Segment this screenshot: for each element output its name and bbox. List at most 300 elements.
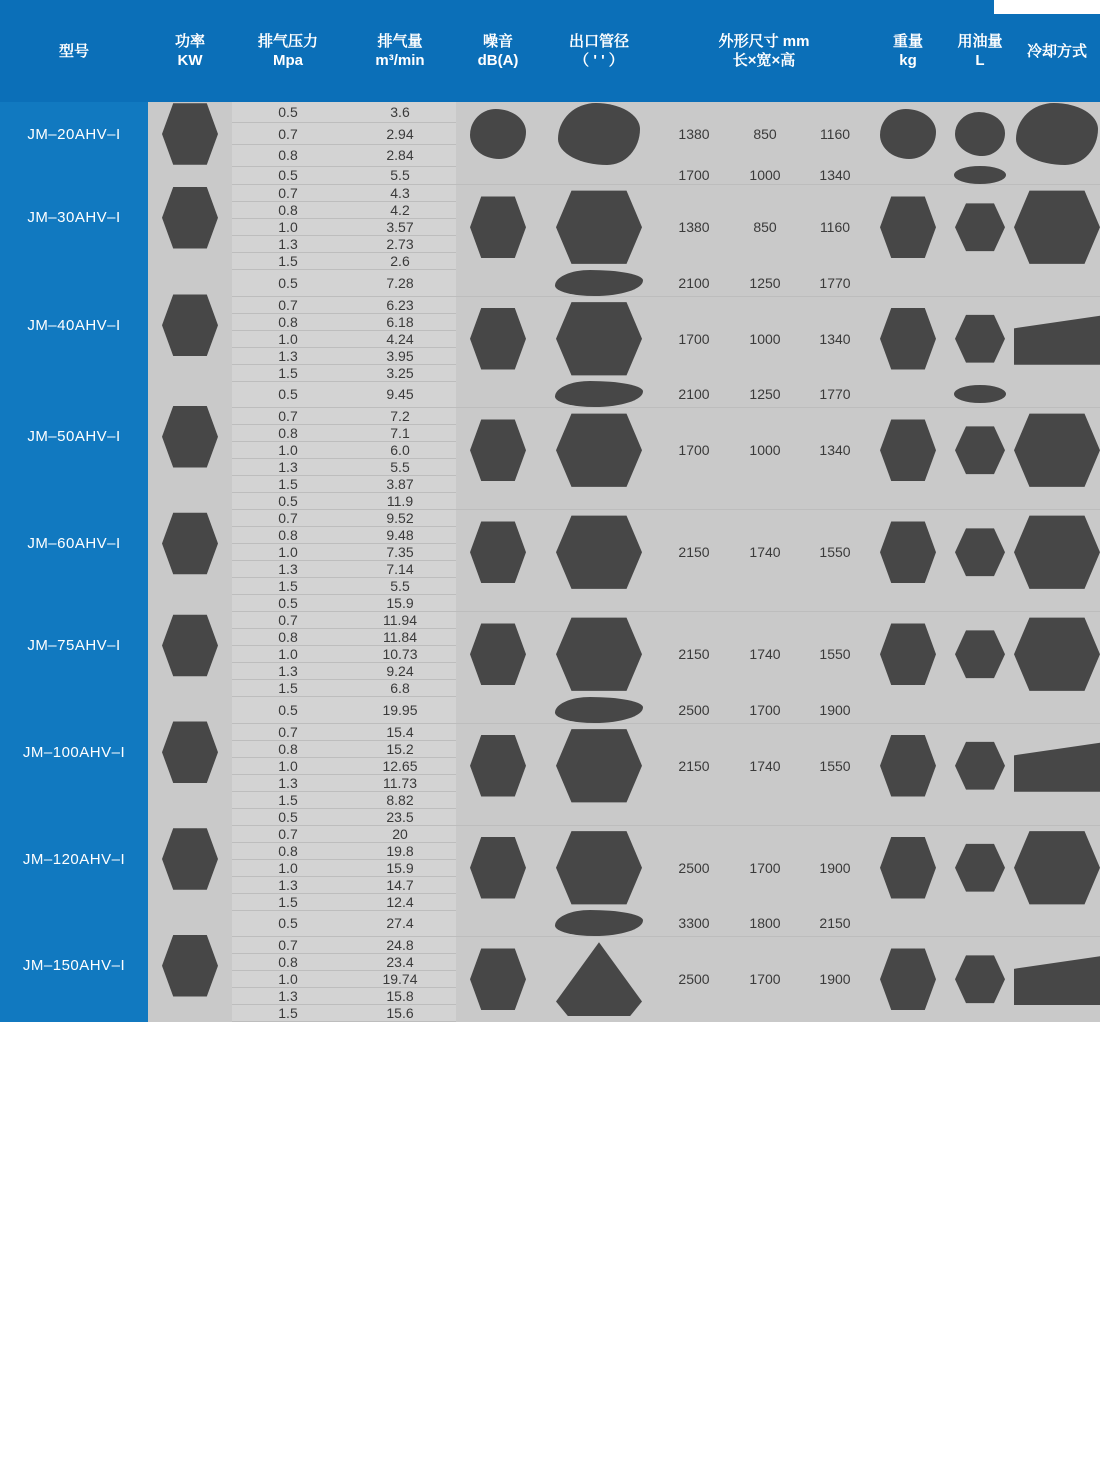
redaction-blob: [955, 313, 1005, 365]
dimension-width: 1740: [730, 723, 800, 808]
flow-cell: 6.8: [344, 680, 456, 697]
table-row: [0, 595, 1100, 612]
noise-cell: [456, 102, 540, 166]
flow-cell: 7.2: [344, 408, 456, 425]
pressure-cell: 0.7: [232, 825, 344, 842]
pressure-cell: 1.5: [232, 680, 344, 697]
header-model: [0, 0, 148, 102]
flow-cell: 27.4: [344, 910, 456, 937]
cooling-cell: [1014, 937, 1100, 1022]
pressure-cell: 1.5: [232, 364, 344, 381]
flow-cell: 11.9: [344, 493, 456, 510]
redaction-blob: [955, 740, 1005, 792]
redaction-blob: [556, 829, 642, 907]
weight-cell: [870, 595, 946, 612]
redaction-blob: [556, 300, 642, 378]
pressure-cell: 0.8: [232, 527, 344, 544]
noise-cell: [456, 381, 540, 408]
pressure-cell: 1.3: [232, 774, 344, 791]
flow-cell: 6.23: [344, 296, 456, 313]
flow-cell: 19.8: [344, 842, 456, 859]
model-cell: JM–120AHV–I: [0, 808, 148, 910]
cooling-cell: [1014, 825, 1100, 910]
oil-cell: [946, 910, 1014, 937]
table-row: [0, 166, 1100, 185]
table-row: [0, 102, 1100, 123]
table-row: [0, 270, 1100, 297]
redaction-blob: [880, 520, 936, 584]
oil-cell: [946, 697, 1014, 724]
redaction-blob: [470, 734, 526, 798]
pressure-cell: 1.0: [232, 971, 344, 988]
dimension-length: 2150: [658, 612, 730, 697]
header-dimensions: [658, 0, 870, 102]
cooling-cell: [1014, 910, 1100, 937]
flow-cell: 12.65: [344, 757, 456, 774]
outlet-cell: [540, 270, 658, 297]
redaction-blob: [470, 947, 526, 1011]
header-noise-unit: dB(A): [477, 52, 519, 69]
header-weight-unit: kg: [899, 52, 917, 69]
pressure-cell: 1.5: [232, 476, 344, 493]
power-cell: [148, 381, 232, 493]
dimension-width: 1000: [730, 408, 800, 493]
noise-cell: [456, 910, 540, 937]
cooling-cell: [1014, 381, 1100, 408]
oil-cell: [946, 408, 1014, 493]
dimension-width: 1250: [730, 270, 800, 297]
dimension-length: 2500: [658, 937, 730, 1022]
flow-cell: 2.94: [344, 123, 456, 145]
outlet-cell: [540, 166, 658, 185]
weight-cell: [870, 937, 946, 1022]
power-cell: [148, 270, 232, 382]
outlet-cell: [540, 595, 658, 612]
corner-notch: [994, 0, 1100, 14]
weight-cell: [870, 381, 946, 408]
noise-cell: [456, 808, 540, 825]
flow-cell: 7.28: [344, 270, 456, 297]
dimension-height: 1340: [800, 296, 870, 381]
dimension-length: 1380: [658, 102, 730, 166]
dimension-width: 1740: [730, 612, 800, 697]
table-row: [0, 381, 1100, 408]
outlet-cell: [540, 493, 658, 510]
redaction-blob: [556, 615, 642, 693]
dimension-length: 1700: [658, 408, 730, 493]
oil-cell: [946, 595, 1014, 612]
pressure-cell: 1.5: [232, 253, 344, 270]
flow-cell: 3.87: [344, 476, 456, 493]
flow-cell: 14.7: [344, 876, 456, 893]
dimension-width: [730, 808, 800, 825]
dimension-height: [800, 808, 870, 825]
pressure-cell: 1.3: [232, 561, 344, 578]
redaction-blob: [470, 307, 526, 371]
header-oil: [946, 0, 1014, 102]
flow-cell: 6.0: [344, 442, 456, 459]
pressure-cell: 0.8: [232, 629, 344, 646]
dimension-height: 1900: [800, 697, 870, 724]
pressure-cell: 0.8: [232, 202, 344, 219]
pressure-cell: 0.8: [232, 144, 344, 166]
oil-cell: [946, 166, 1014, 185]
pressure-cell: 0.5: [232, 270, 344, 297]
redaction-blob: [470, 622, 526, 686]
dimension-length: 1380: [658, 185, 730, 270]
header-outlet-diameter: [540, 0, 658, 102]
pressure-cell: 1.5: [232, 791, 344, 808]
power-cell: [148, 595, 232, 697]
redaction-blob: [880, 947, 936, 1011]
cooling-cell: [1014, 612, 1100, 697]
flow-cell: 20: [344, 825, 456, 842]
redaction-blob: [880, 195, 936, 259]
power-cell: [148, 697, 232, 809]
redaction-blob: [162, 512, 218, 576]
redaction-blob: [1014, 188, 1100, 266]
cooling-cell: [1014, 296, 1100, 381]
header-outlet-label: 出口管径: [568, 33, 629, 50]
dimension-length: [658, 595, 730, 612]
dimension-height: [800, 493, 870, 510]
flow-cell: 11.84: [344, 629, 456, 646]
redaction-blob: [162, 102, 218, 166]
pressure-cell: 0.5: [232, 808, 344, 825]
pressure-cell: 1.0: [232, 646, 344, 663]
flow-cell: 9.45: [344, 381, 456, 408]
cooling-cell: [1014, 408, 1100, 493]
flow-cell: 23.5: [344, 808, 456, 825]
power-cell: [148, 910, 232, 1022]
redaction-blob: [162, 186, 218, 250]
noise-cell: [456, 723, 540, 808]
header-pressure-unit: Mpa: [273, 52, 303, 69]
redaction-blob: [555, 381, 643, 407]
pressure-cell: 0.7: [232, 123, 344, 145]
pressure-cell: 0.5: [232, 381, 344, 408]
dimension-length: 3300: [658, 910, 730, 937]
redaction-blob: [880, 418, 936, 482]
weight-cell: [870, 612, 946, 697]
model-cell: JM–40AHV–I: [0, 270, 148, 382]
weight-cell: [870, 185, 946, 270]
flow-cell: 4.2: [344, 202, 456, 219]
noise-cell: [456, 510, 540, 595]
dimension-length: 2100: [658, 381, 730, 408]
flow-cell: 3.25: [344, 364, 456, 381]
pressure-cell: 1.0: [232, 219, 344, 236]
model-cell: JM–100AHV–I: [0, 697, 148, 809]
flow-cell: 2.73: [344, 236, 456, 253]
flow-cell: 2.84: [344, 144, 456, 166]
redaction-blob: [555, 910, 643, 936]
flow-cell: 15.6: [344, 1005, 456, 1022]
oil-cell: [946, 185, 1014, 270]
redaction-blob: [1014, 953, 1100, 1005]
pressure-cell: 0.5: [232, 493, 344, 510]
redaction-blob: [162, 614, 218, 678]
noise-cell: [456, 612, 540, 697]
redaction-blob: [556, 727, 642, 805]
redaction-blob: [880, 622, 936, 686]
cooling-cell: [1014, 808, 1100, 825]
cooling-cell: [1014, 102, 1100, 166]
redaction-blob: [955, 953, 1005, 1005]
noise-cell: [456, 408, 540, 493]
noise-cell: [456, 166, 540, 185]
flow-cell: 11.94: [344, 612, 456, 629]
cooling-cell: [1014, 185, 1100, 270]
pressure-cell: 1.3: [232, 459, 344, 476]
pressure-cell: 0.8: [232, 842, 344, 859]
pressure-cell: 0.8: [232, 425, 344, 442]
redaction-blob: [162, 827, 218, 891]
dimension-length: [658, 808, 730, 825]
flow-cell: 3.6: [344, 102, 456, 123]
redaction-blob: [954, 166, 1006, 184]
outlet-cell: [540, 723, 658, 808]
dimension-length: 2150: [658, 723, 730, 808]
pressure-cell: 1.5: [232, 893, 344, 910]
flow-cell: 15.2: [344, 740, 456, 757]
redaction-blob: [955, 424, 1005, 476]
dimension-height: 1340: [800, 408, 870, 493]
dimension-height: 2150: [800, 910, 870, 937]
flow-cell: 15.9: [344, 859, 456, 876]
header-flow-label: 排气量: [377, 33, 423, 50]
redaction-blob: [880, 109, 936, 159]
model-cell: JM–60AHV–I: [0, 493, 148, 595]
weight-cell: [870, 510, 946, 595]
cooling-cell: [1014, 270, 1100, 297]
noise-cell: [456, 270, 540, 297]
oil-cell: [946, 270, 1014, 297]
flow-cell: 12.4: [344, 893, 456, 910]
outlet-cell: [540, 296, 658, 381]
flow-cell: 9.48: [344, 527, 456, 544]
flow-cell: 5.5: [344, 578, 456, 595]
flow-cell: 5.5: [344, 459, 456, 476]
pressure-cell: 1.0: [232, 442, 344, 459]
model-cell: JM–150AHV–I: [0, 910, 148, 1022]
oil-cell: [946, 296, 1014, 381]
redaction-blob: [880, 734, 936, 798]
weight-cell: [870, 102, 946, 166]
dimension-width: 850: [730, 185, 800, 270]
header-oil-unit: L: [975, 52, 985, 69]
flow-cell: 15.4: [344, 723, 456, 740]
redaction-blob: [1014, 615, 1100, 693]
flow-cell: 7.35: [344, 544, 456, 561]
pressure-cell: 0.5: [232, 102, 344, 123]
flow-cell: 7.1: [344, 425, 456, 442]
table-row: [0, 493, 1100, 510]
table-row: [0, 910, 1100, 937]
outlet-cell: [540, 910, 658, 937]
redaction-blob: [1014, 829, 1100, 907]
redaction-blob: [162, 293, 218, 357]
redaction-blob: [555, 697, 643, 723]
pressure-cell: 0.5: [232, 910, 344, 937]
dimension-length: 2500: [658, 825, 730, 910]
power-cell: [148, 493, 232, 595]
weight-cell: [870, 408, 946, 493]
pressure-cell: 0.7: [232, 408, 344, 425]
pressure-cell: 0.7: [232, 723, 344, 740]
weight-cell: [870, 723, 946, 808]
redaction-blob: [955, 842, 1005, 894]
header-dimensions-label: 外形尺寸 mm: [718, 33, 810, 50]
flow-cell: 7.14: [344, 561, 456, 578]
outlet-cell: [540, 510, 658, 595]
header-noise-label: 噪音: [482, 33, 513, 50]
redaction-blob: [1014, 513, 1100, 591]
flow-cell: 4.3: [344, 185, 456, 202]
oil-cell: [946, 723, 1014, 808]
redaction-blob: [1014, 411, 1100, 489]
oil-cell: [946, 808, 1014, 825]
header-oil-label: 用油量: [957, 33, 1003, 50]
dimension-height: 1770: [800, 270, 870, 297]
redaction-blob: [555, 270, 643, 296]
outlet-cell: [540, 185, 658, 270]
noise-cell: [456, 595, 540, 612]
oil-cell: [946, 612, 1014, 697]
cooling-cell: [1014, 493, 1100, 510]
pressure-cell: 0.7: [232, 185, 344, 202]
header-flow: [344, 0, 456, 102]
flow-cell: 9.24: [344, 663, 456, 680]
flow-cell: 15.8: [344, 988, 456, 1005]
outlet-cell: [540, 937, 658, 1022]
pressure-cell: 0.8: [232, 954, 344, 971]
redaction-blob: [470, 520, 526, 584]
pressure-cell: 1.0: [232, 757, 344, 774]
outlet-cell: [540, 808, 658, 825]
header-pressure-label: 排气压力: [257, 33, 318, 50]
outlet-cell: [540, 825, 658, 910]
header-weight: [870, 0, 946, 102]
model-cell: JM–30AHV–I: [0, 166, 148, 270]
dimension-height: 1770: [800, 381, 870, 408]
weight-cell: [870, 825, 946, 910]
dimension-height: [800, 595, 870, 612]
redaction-blob: [880, 836, 936, 900]
redaction-blob: [1016, 103, 1098, 165]
weight-cell: [870, 493, 946, 510]
redaction-blob: [556, 513, 642, 591]
pressure-cell: 1.3: [232, 347, 344, 364]
dimension-height: 1160: [800, 185, 870, 270]
oil-cell: [946, 510, 1014, 595]
redaction-blob: [470, 836, 526, 900]
flow-cell: 10.73: [344, 646, 456, 663]
outlet-cell: [540, 408, 658, 493]
pressure-cell: 0.7: [232, 937, 344, 954]
pressure-cell: 0.5: [232, 166, 344, 185]
dimension-length: 2100: [658, 270, 730, 297]
weight-cell: [870, 296, 946, 381]
pressure-cell: 0.5: [232, 697, 344, 724]
flow-cell: 11.73: [344, 774, 456, 791]
oil-cell: [946, 102, 1014, 166]
noise-cell: [456, 493, 540, 510]
dimension-height: 1550: [800, 510, 870, 595]
power-cell: [148, 102, 232, 166]
dimension-length: 1700: [658, 296, 730, 381]
weight-cell: [870, 910, 946, 937]
weight-cell: [870, 166, 946, 185]
redaction-blob: [470, 195, 526, 259]
oil-cell: [946, 937, 1014, 1022]
pressure-cell: 0.8: [232, 313, 344, 330]
oil-cell: [946, 493, 1014, 510]
redaction-blob: [470, 418, 526, 482]
cooling-cell: [1014, 723, 1100, 808]
power-cell: [148, 166, 232, 270]
noise-cell: [456, 185, 540, 270]
table-row: [0, 697, 1100, 724]
flow-cell: 15.9: [344, 595, 456, 612]
dimension-width: 1740: [730, 510, 800, 595]
dimension-width: 1700: [730, 825, 800, 910]
redaction-blob: [470, 109, 526, 159]
pressure-cell: 0.7: [232, 612, 344, 629]
cooling-cell: [1014, 510, 1100, 595]
dimension-width: 1000: [730, 296, 800, 381]
header-power-label: 功率: [174, 33, 205, 50]
header-dimensions-sub: 长×宽×高: [732, 52, 796, 69]
dimension-length: [658, 493, 730, 510]
noise-cell: [456, 697, 540, 724]
dimension-width: [730, 493, 800, 510]
dimension-length: 2150: [658, 510, 730, 595]
dimension-height: 1550: [800, 723, 870, 808]
outlet-cell: [540, 612, 658, 697]
redaction-blob: [556, 942, 642, 1016]
redaction-blob: [162, 405, 218, 469]
redaction-blob: [955, 112, 1005, 156]
dimension-width: 850: [730, 102, 800, 166]
table-row: [0, 808, 1100, 825]
flow-cell: 19.74: [344, 971, 456, 988]
redaction-blob: [955, 201, 1005, 253]
flow-cell: 23.4: [344, 954, 456, 971]
redaction-blob: [162, 720, 218, 784]
dimension-width: 1700: [730, 937, 800, 1022]
pressure-cell: 1.3: [232, 988, 344, 1005]
pressure-cell: 1.5: [232, 578, 344, 595]
dimension-height: 1900: [800, 937, 870, 1022]
pressure-cell: 0.8: [232, 740, 344, 757]
flow-cell: 2.6: [344, 253, 456, 270]
dimension-height: 1550: [800, 612, 870, 697]
cooling-cell: [1014, 697, 1100, 724]
flow-cell: 3.95: [344, 347, 456, 364]
dimension-height: 1160: [800, 102, 870, 166]
redaction-blob: [1014, 313, 1100, 365]
header-cooling-label: 冷却方式: [1026, 42, 1087, 60]
pressure-cell: 1.3: [232, 236, 344, 253]
flow-cell: 3.57: [344, 219, 456, 236]
dimension-length: 2500: [658, 697, 730, 724]
flow-cell: 24.8: [344, 937, 456, 954]
redaction-blob: [1014, 740, 1100, 792]
dimension-height: 1340: [800, 166, 870, 185]
pressure-cell: 0.7: [232, 296, 344, 313]
header-flow-unit: m³/min: [375, 52, 425, 69]
